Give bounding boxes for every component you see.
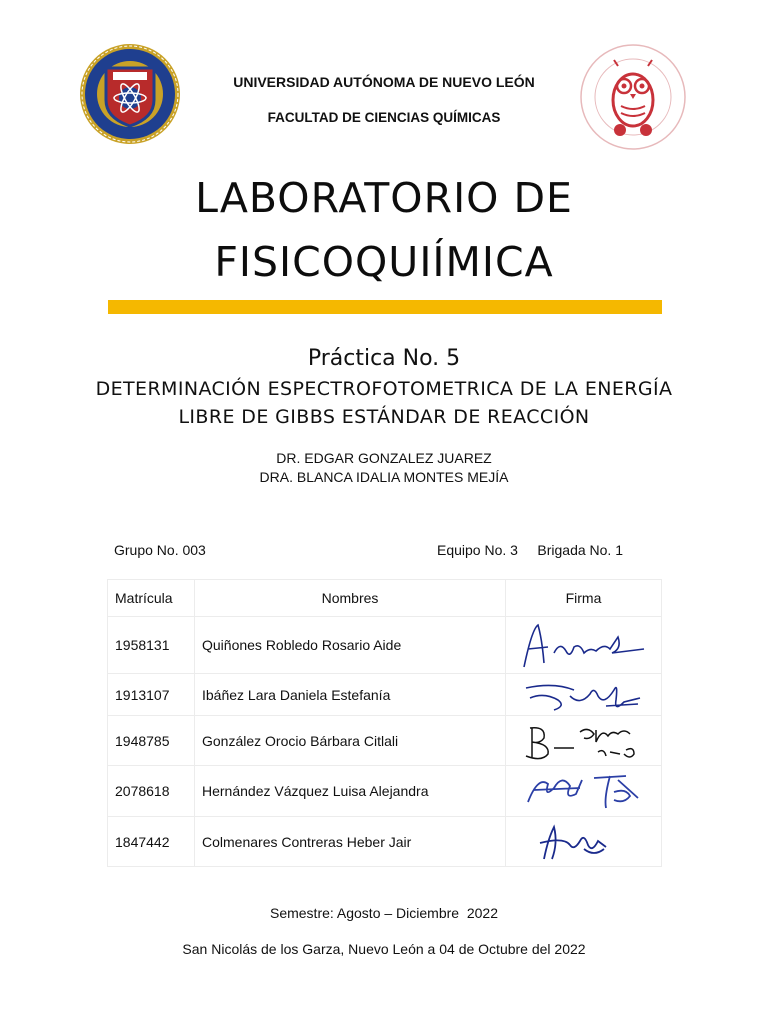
table-row (108, 674, 662, 716)
signature-image (514, 676, 654, 714)
practice-title-line2: LIBRE DE GIBBS ESTÁNDAR DE REACCIÓN (178, 406, 590, 428)
row-nombre: Colmenares Contreras Heber Jair (195, 817, 506, 867)
signature-cell (506, 674, 662, 716)
row-matricula: 1958131 (108, 617, 195, 674)
header-matricula: Matrícula (108, 580, 195, 617)
header-nombres: Nombres (195, 580, 506, 617)
group-number: Grupo No. 003 (114, 542, 206, 558)
table-row (108, 817, 662, 867)
practice-number: Práctica No. 5 (307, 346, 461, 371)
row-nombre: Quiñones Robledo Rosario Aide (195, 617, 506, 674)
practice-title-line1: DETERMINACIÓN ESPECTROFOTOMETRICA DE LA ENERGÍA (95, 378, 673, 400)
header-firma: Firma (506, 580, 662, 617)
signature-cell (506, 716, 662, 766)
row-matricula: 1847442 (108, 817, 195, 867)
signature-image (514, 619, 654, 671)
row-matricula: 1913107 (108, 674, 195, 716)
faculty-name: FACULTAD DE CIENCIAS QUÍMICAS (267, 110, 501, 125)
row-nombre: Ibáñez Lara Daniela Estefanía (195, 674, 506, 716)
table-row (108, 716, 662, 766)
lab-title-line2: FISICOQUIÍMICA (214, 238, 554, 286)
place-date: San Nicolás de los Garza, Nuevo León a 04 de Octubre del 2022 (182, 941, 586, 957)
university-name: UNIVERSIDAD AUTÓNOMA DE NUEVO LEÓN (233, 74, 535, 90)
uanl-seal-logo (78, 42, 182, 146)
signature-cell (506, 817, 662, 867)
lab-title-line1: LABORATORIO DE (195, 174, 573, 222)
fcq-owl-logo (578, 42, 688, 152)
signature-image (514, 718, 654, 764)
row-nombre: Hernández Vázquez Luisa Alejandra (195, 766, 506, 817)
students-table (107, 579, 662, 867)
professor-1: DR. EDGAR GONZALEZ JUAREZ (276, 450, 492, 466)
professor-2: DRA. BLANCA IDALIA MONTES MEJÍA (259, 469, 509, 485)
signature-cell (506, 617, 662, 674)
signature-image (514, 768, 654, 814)
signature-cell (506, 766, 662, 817)
row-nombre: González Orocio Bárbara Citlali (195, 716, 506, 766)
signature-image (514, 819, 654, 865)
accent-divider-bar (108, 300, 662, 314)
table-header-row (108, 580, 662, 617)
semester: Semestre: Agosto – Diciembre 2022 (269, 905, 498, 921)
table-row (108, 766, 662, 817)
row-matricula: 1948785 (108, 716, 195, 766)
team-brigade: Equipo No. 3 Brigada No. 1 (437, 542, 623, 558)
table-row (108, 617, 662, 674)
row-matricula: 2078618 (108, 766, 195, 817)
